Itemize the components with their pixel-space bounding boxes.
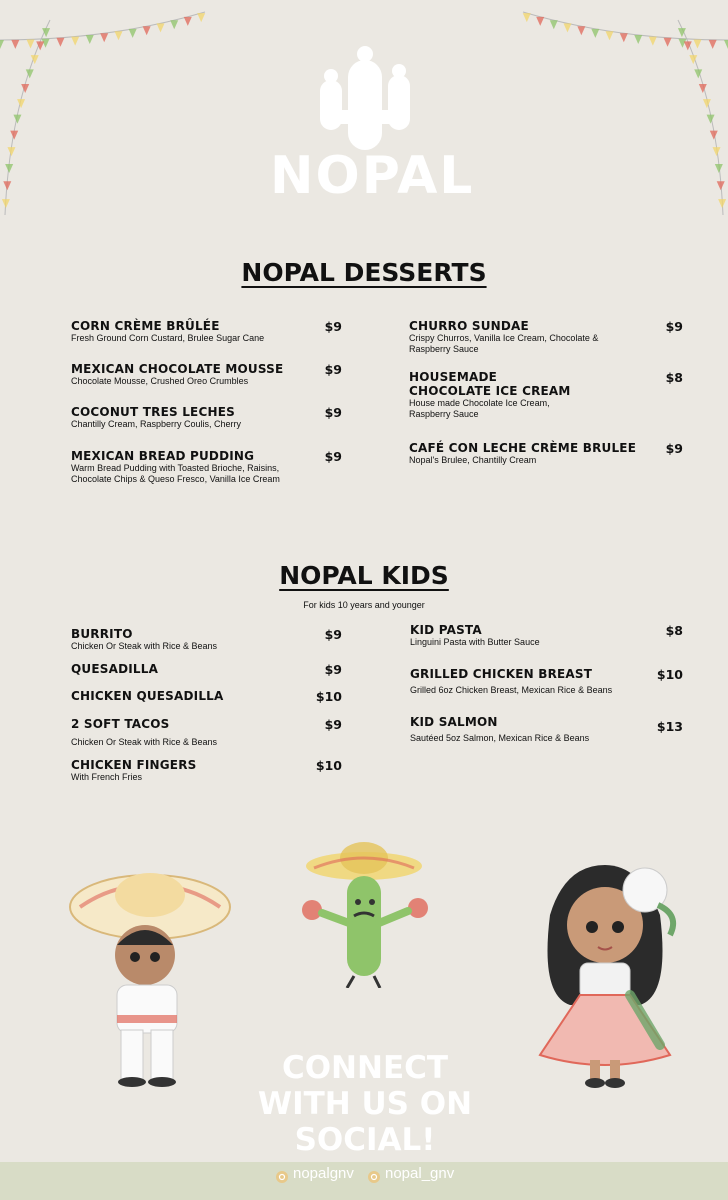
bunting-flag — [536, 17, 544, 26]
bunting-flag — [709, 40, 717, 49]
bunting-flag — [678, 28, 686, 37]
bunting-flag — [724, 40, 728, 49]
menu-item-name: CHICKEN QUESADILLA — [71, 689, 224, 703]
bunting-flag — [710, 131, 718, 140]
menu-item-description: Nopal's Brulee, Chantilly Cream — [409, 455, 537, 465]
bunting-flag — [523, 13, 531, 22]
menu-item-price: $10 — [656, 667, 683, 682]
facebook-handle-link[interactable]: nopal_gnv — [385, 1165, 455, 1182]
bunting-flag — [620, 33, 628, 42]
menu-item — [410, 715, 640, 744]
menu-item-name: BURRITO — [71, 627, 133, 641]
menu-item-price: $8 — [665, 370, 683, 385]
bunting-flag — [664, 38, 672, 47]
social-heading-line-3: SOCIAL! — [294, 1122, 436, 1158]
menu-item — [71, 627, 301, 652]
bunting-flag — [197, 13, 205, 22]
bunting-flag — [86, 35, 94, 44]
menu-item-price: $9 — [324, 405, 342, 420]
menu-item — [71, 689, 301, 703]
menu-item — [71, 662, 301, 676]
menu-item-price: $13 — [656, 719, 683, 734]
menu-item-name: HOUSEMADE CHOCOLATE ICE CREAM — [409, 370, 571, 398]
bunting-flag — [5, 164, 13, 173]
social-heading — [250, 1050, 480, 1158]
menu-item-name: 2 SOFT TACOS — [71, 717, 170, 731]
cactus-logo-icon — [270, 40, 460, 150]
menu-item-description: With French Fries — [71, 772, 143, 782]
menu-item-price: $9 — [324, 362, 342, 377]
kids-age-note: For kids 10 years and younger — [303, 600, 425, 610]
menu-item-description: Crispy Churros, Vanilla Ice Cream, Chocolate & Raspberry Sauce — [409, 333, 599, 354]
menu-item-description: Warm Bread Pudding with Toasted Brioche, Raisins, Chocolate Chips & Queso Fresco, Vanilla Ice Cream — [71, 463, 280, 484]
bunting-flag — [717, 181, 725, 190]
menu-item-description: Chicken Or Steak with Rice & Beans — [71, 737, 218, 747]
facebook-icon[interactable] — [367, 1170, 381, 1184]
bunting-decoration-right — [518, 0, 728, 220]
menu-item — [409, 370, 639, 419]
bunting-flag — [100, 33, 108, 42]
instagram-icon[interactable] — [275, 1170, 289, 1184]
social-heading-line-1: CONNECT — [281, 1050, 449, 1086]
folklorico-girl-illustration — [520, 855, 690, 1090]
bunting-flag — [707, 115, 715, 124]
bunting-flag — [713, 147, 721, 156]
bunting-flag — [184, 17, 192, 26]
bunting-flag — [634, 35, 642, 44]
cactus-maracas-illustration — [292, 838, 437, 988]
kids-heading: NOPAL KIDS — [279, 561, 449, 590]
menu-item-price: $9 — [324, 449, 342, 464]
menu-item-name: CAFÉ CON LECHE CRÈME BRULEE — [409, 441, 637, 455]
bunting-flag — [13, 115, 21, 124]
bunting-flag — [699, 84, 707, 93]
bunting-flag — [170, 20, 178, 29]
menu-item-description: Grilled 6oz Chicken Breast, Mexican Rice & Beans — [410, 685, 613, 695]
menu-item-price: $9 — [324, 627, 342, 642]
bunting-flag — [718, 199, 726, 208]
bunting-flag — [2, 199, 10, 208]
bunting-decoration-left — [0, 0, 210, 220]
menu-item-description: Chocolate Mousse, Crushed Oreo Crumbles — [71, 376, 249, 386]
bunting-flag — [563, 23, 571, 32]
bunting-flag — [591, 29, 599, 38]
bunting-flag — [56, 38, 64, 47]
bunting-flag — [157, 23, 165, 32]
brand-wordmark: NOPAL — [270, 146, 475, 206]
instagram-handle-link[interactable]: nopalgnv — [293, 1165, 354, 1182]
menu-item-description: Linguini Pasta with Butter Sauce — [410, 637, 540, 647]
menu-item-price: $9 — [665, 441, 683, 456]
menu-item-description: Fresh Ground Corn Custard, Brulee Sugar Cane — [71, 333, 265, 343]
bunting-flag — [550, 20, 558, 29]
menu-item — [71, 449, 301, 484]
bunting-flag — [143, 26, 151, 35]
menu-item-name: MEXICAN CHOCOLATE MOUSSE — [71, 362, 284, 376]
menu-item-name: KID SALMON — [410, 715, 498, 729]
menu-item-name: COCONUT TRES LECHES — [71, 405, 235, 419]
menu-item — [71, 717, 301, 748]
bunting-flag — [3, 181, 11, 190]
bunting-flag — [649, 37, 657, 46]
menu-item-description: Sautéed 5oz Salmon, Mexican Rice & Beans — [410, 733, 590, 743]
bunting-flag — [10, 131, 18, 140]
desserts-heading: NOPAL DESSERTS — [241, 258, 487, 287]
menu-item — [71, 319, 301, 344]
menu-item-name: QUESADILLA — [71, 662, 159, 676]
menu-item-description: Chantilly Cream, Raspberry Coulis, Cherry — [71, 419, 242, 429]
menu-item-name: CHICKEN FINGERS — [71, 758, 197, 772]
bunting-flag — [21, 84, 29, 93]
bunting-flag — [27, 39, 35, 48]
brand-logo — [270, 40, 475, 206]
menu-item-name: CORN CRÈME BRÛLÉE — [71, 319, 220, 333]
bunting-flag — [703, 99, 711, 108]
menu-item-name: CHURRO SUNDAE — [409, 319, 529, 333]
bunting-flag — [715, 164, 723, 173]
bunting-flag — [7, 147, 15, 156]
bunting-flag — [17, 99, 25, 108]
menu-item-price: $10 — [315, 758, 342, 773]
menu-item-price: $9 — [324, 717, 342, 732]
social-heading-line-2: WITH US ON — [257, 1086, 473, 1122]
bunting-flag — [42, 28, 50, 37]
menu-item-price: $10 — [315, 689, 342, 704]
menu-item-price: $9 — [324, 319, 342, 334]
menu-item-price: $9 — [665, 319, 683, 334]
bunting-flag — [114, 31, 122, 40]
bunting-flag — [606, 31, 614, 40]
menu-item — [409, 441, 639, 466]
bunting-flag — [0, 40, 4, 49]
menu-item-price: $9 — [324, 662, 342, 677]
bunting-flag — [11, 40, 19, 49]
bunting-flag — [129, 29, 137, 38]
menu-item — [71, 362, 301, 387]
menu-item — [410, 623, 640, 648]
mariachi-boy-illustration — [65, 865, 235, 1090]
menu-item — [409, 319, 639, 354]
menu-item — [71, 405, 301, 430]
menu-item-name: GRILLED CHICKEN BREAST — [410, 667, 593, 681]
menu-item-name: MEXICAN BREAD PUDDING — [71, 449, 255, 463]
menu-item-description: House made Chocolate Ice Cream, Raspberry Sauce — [409, 398, 550, 419]
menu-item-name: KID PASTA — [410, 623, 482, 637]
bunting-flag — [693, 39, 701, 48]
bunting-flag — [577, 26, 585, 35]
menu-item-price: $8 — [665, 623, 683, 638]
bunting-flag — [71, 37, 79, 46]
menu-item — [71, 758, 301, 783]
menu-item — [410, 667, 640, 696]
social-footer — [0, 1162, 728, 1200]
menu-item-description: Chicken Or Steak with Rice & Beans — [71, 641, 218, 651]
